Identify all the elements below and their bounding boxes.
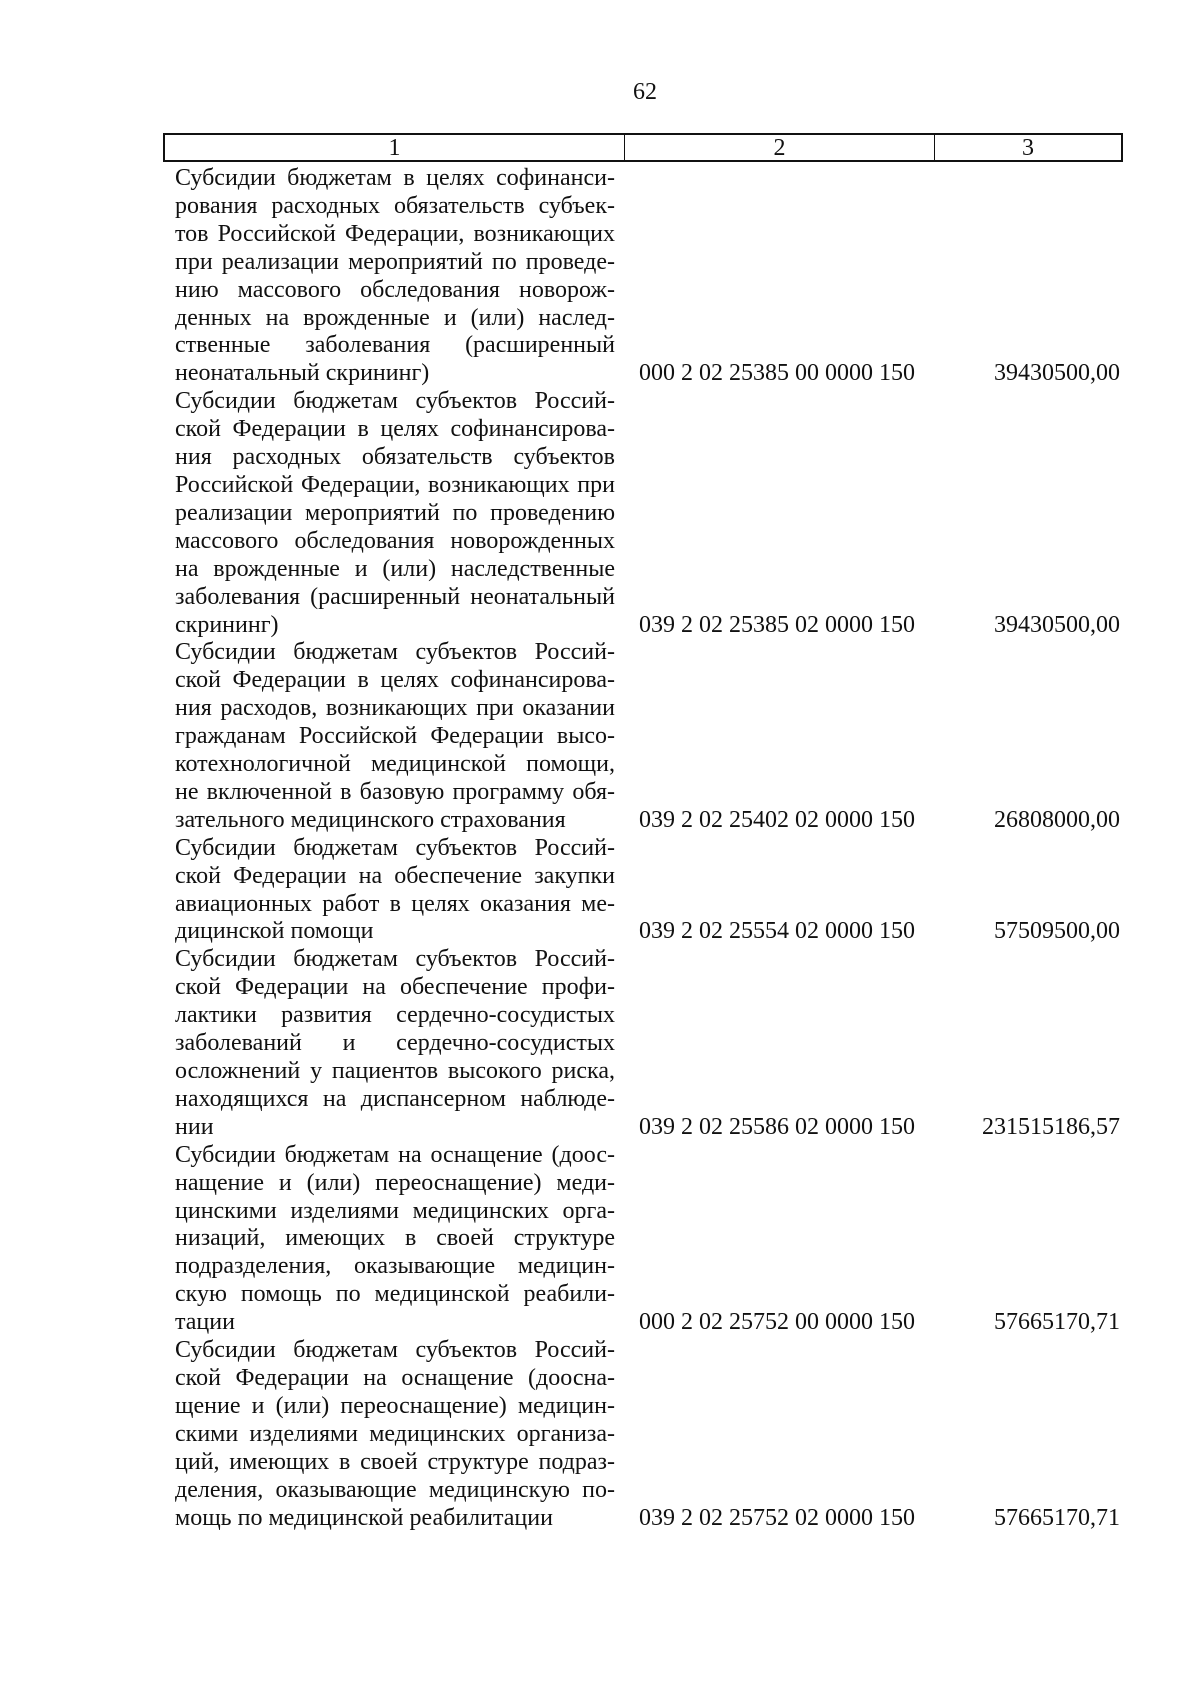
row-amount: 39430500,00	[994, 360, 1120, 387]
table-header	[163, 133, 1123, 162]
row-amount: 57665170,71	[994, 1504, 1120, 1531]
row-amount: 26808000,00	[994, 806, 1120, 833]
row-amount: 57509500,00	[994, 918, 1120, 945]
row-amount: 231515186,57	[982, 1113, 1120, 1140]
table-row	[175, 1337, 1135, 1532]
row-code: 039 2 02 25752 02 0000 150	[639, 1504, 915, 1531]
row-code: 000 2 02 25385 00 0000 150	[639, 360, 915, 387]
table-row	[175, 1142, 1135, 1337]
row-description: Субсидии бюджетам субъектов Российской Федерации в целях софинансирования расходных обязательств субъектов Российской Федерации, возникающих при реализации мероприятий по проведению массового обследования новорожденных на врожденные и (или) наследственные заболевания (расширенный неонатальный скрининг)	[175, 388, 615, 638]
table-row	[175, 388, 1135, 639]
row-code: 039 2 02 25385 02 0000 150	[639, 611, 915, 638]
row-code: 000 2 02 25752 00 0000 150	[639, 1309, 915, 1336]
row-description: Субсидии бюджетам субъектов Российской Федерации в целях софинансирования расходов, возникающих при оказании гражданам Российской Федерации высокотехнологичной медицинской помощи, не включенной в базовую программу обязательного медицинского страхования	[175, 639, 615, 833]
row-description: Субсидии бюджетам субъектов Российской Федерации на оснащение (дооснащение и (или) переоснащение) медицинскими изделиями медицинских организаций, имеющих в своей структуре подразделения, оказывающие медицинскую помощь по медицинской реабилитации	[175, 1337, 615, 1531]
table-body	[175, 165, 1135, 1532]
page-number: 62	[633, 79, 657, 105]
table-row	[175, 165, 1135, 388]
row-description: Субсидии бюджетам субъектов Российской Федерации на обеспечение профилактики развития сердечно-сосудистых заболеваний и сердечно-сосудистых осложнений у пациентов высокого риска, находящихся на диспансерном наблюдении	[175, 946, 615, 1140]
header-col-1: 1	[165, 135, 625, 160]
row-amount: 39430500,00	[994, 611, 1120, 638]
table-row	[175, 835, 1135, 947]
table-row	[175, 946, 1135, 1141]
header-col-3: 3	[1022, 135, 1034, 161]
table-row	[175, 639, 1135, 834]
row-code: 039 2 02 25586 02 0000 150	[639, 1113, 915, 1140]
row-code: 039 2 02 25554 02 0000 150	[639, 918, 915, 945]
row-description: Субсидии бюджетам субъектов Российской Федерации на обеспечение закупки авиационных работ в целях оказания медицинской помощи	[175, 834, 615, 945]
row-code: 039 2 02 25402 02 0000 150	[639, 806, 915, 833]
header-col-2: 2	[625, 135, 935, 160]
row-description: Субсидии бюджетам на оснащение (дооснащение и (или) переоснащение) медицинскими изделиями медицинских организаций, имеющих в своей структуре подразделения, оказывающие медицинскую помощь по медицинской реабилитации	[175, 1141, 615, 1336]
row-amount: 57665170,71	[994, 1309, 1120, 1336]
row-description: Субсидии бюджетам в целях софинансирования расходных обязательств субъектов Российской Федерации, возникающих при реализации мероприятий по проведению массового обследования новорожденных на врожденные и (или) наследственные заболевания (расширенный неонатальный скрининг)	[175, 165, 615, 387]
